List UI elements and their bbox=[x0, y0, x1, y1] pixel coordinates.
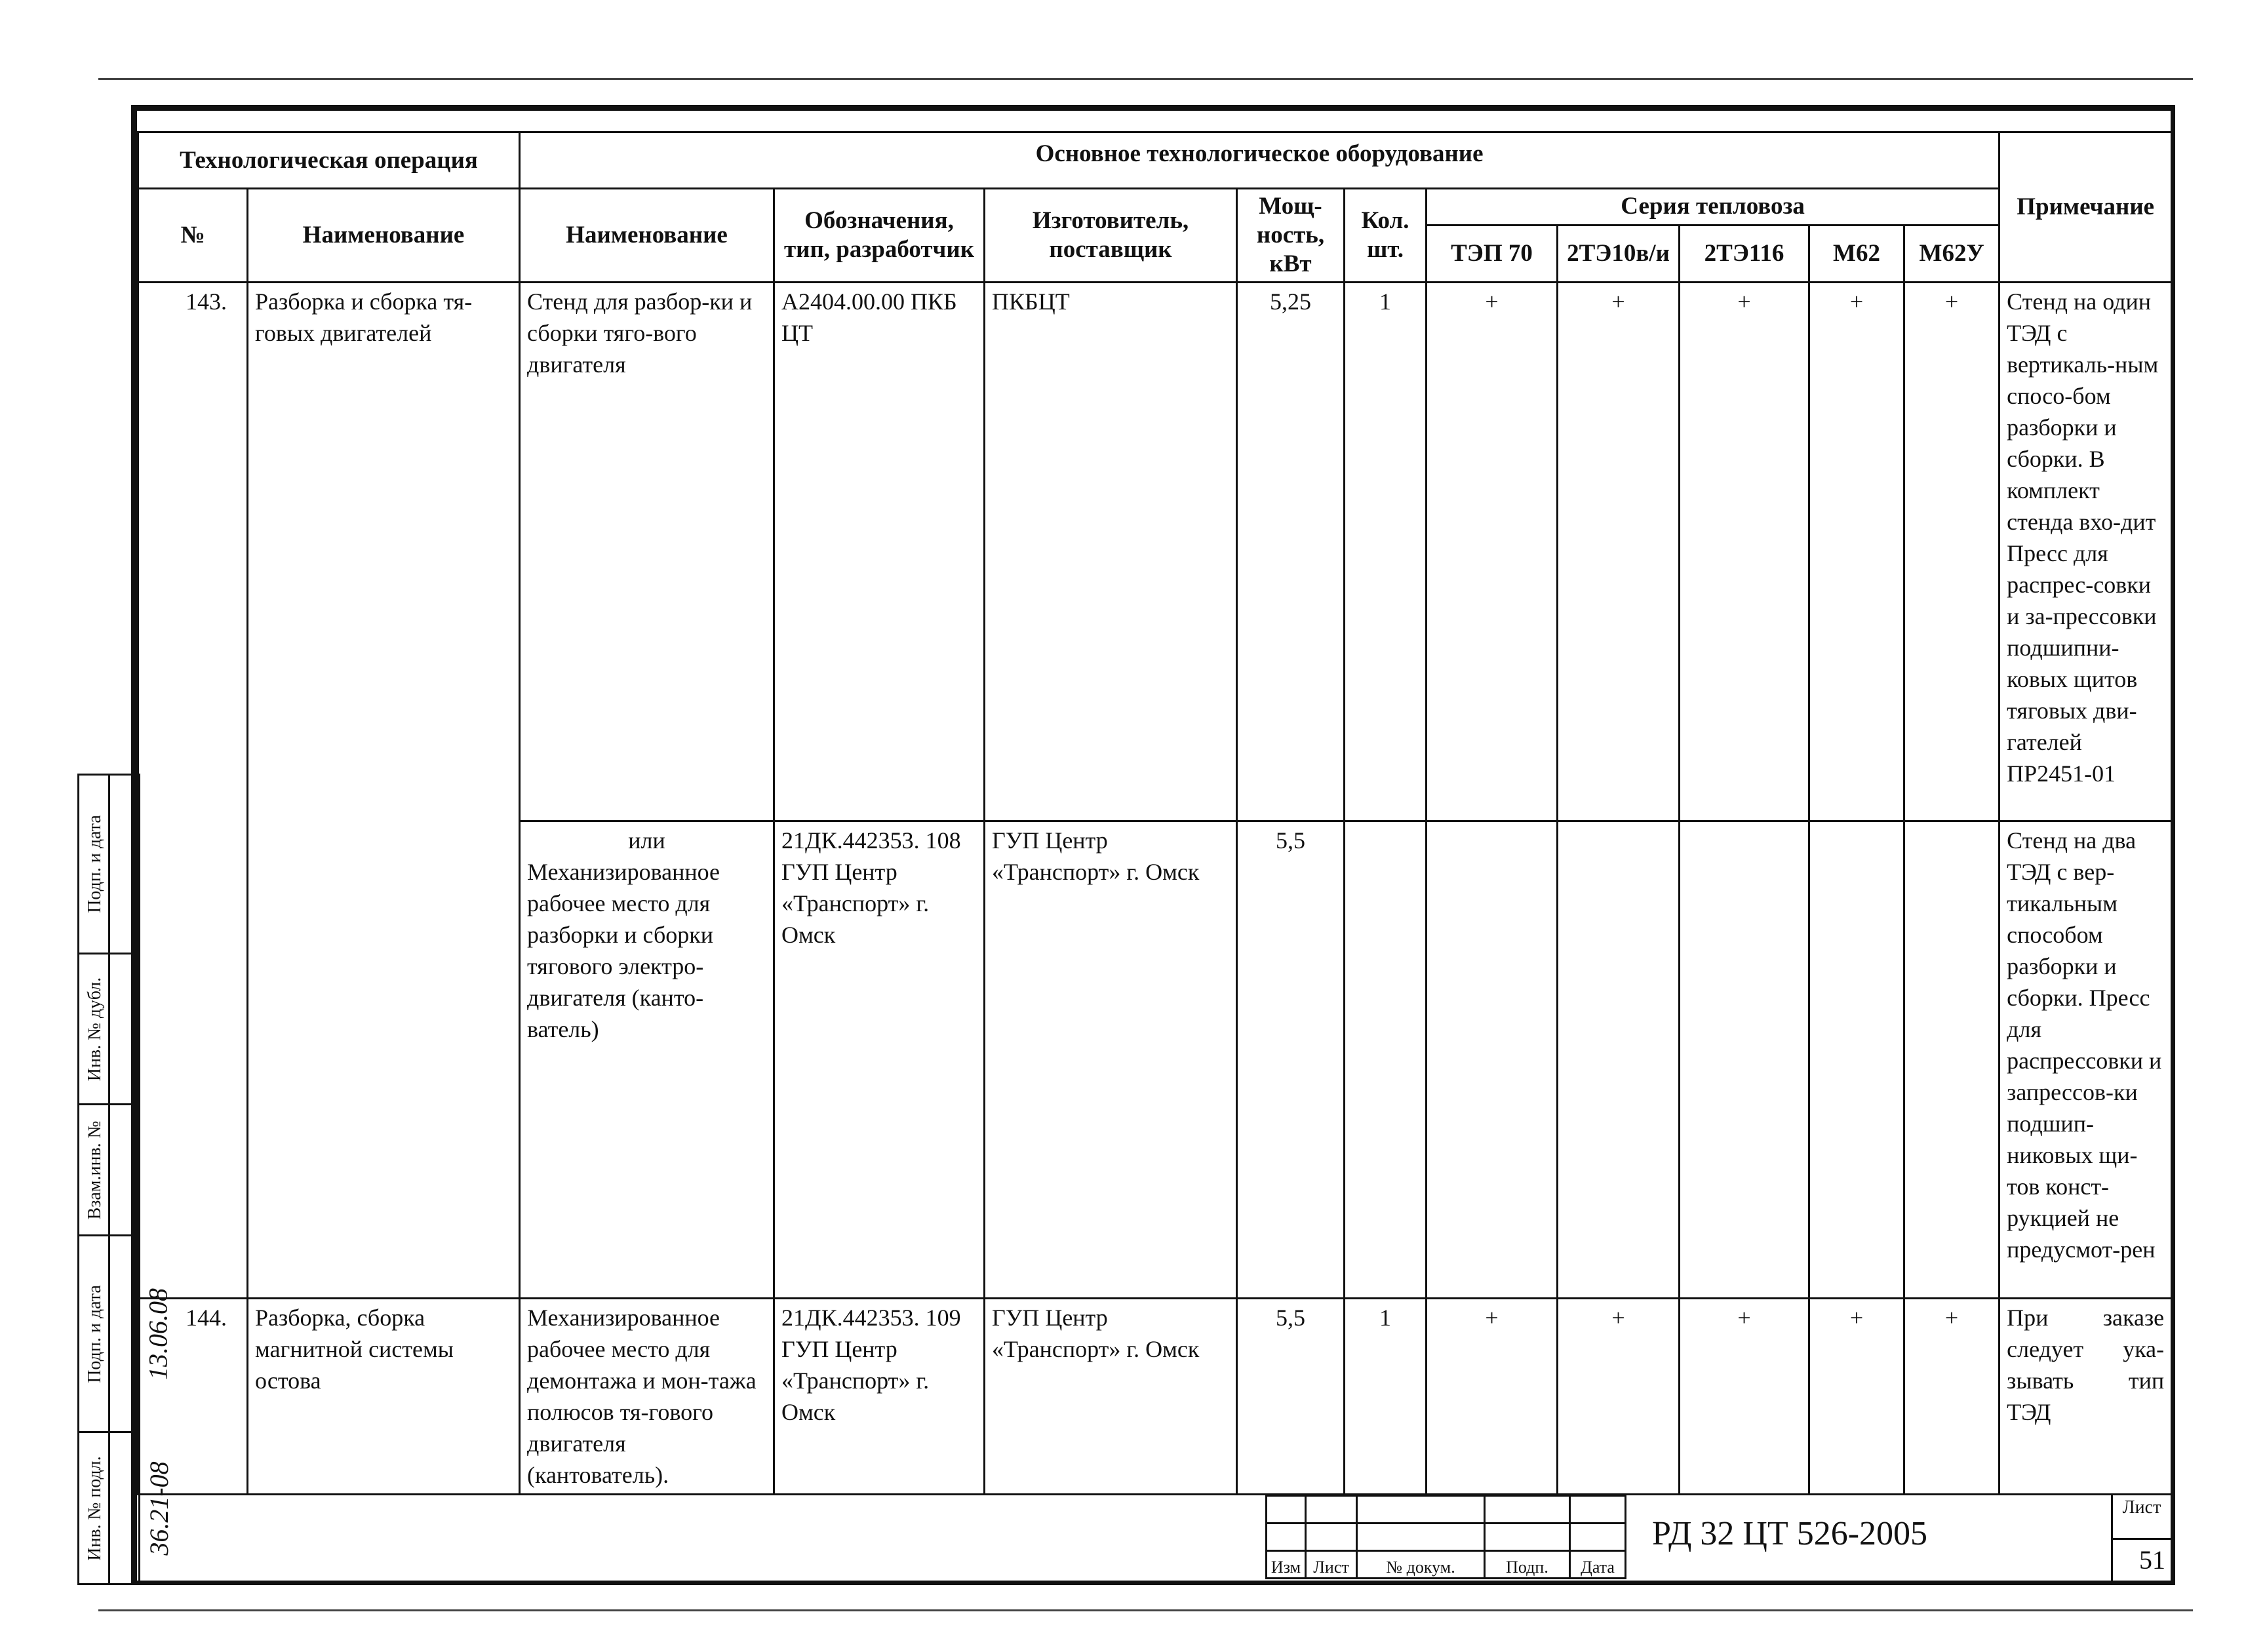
table-row bbox=[138, 283, 2172, 821]
maker: ПКБЦТ bbox=[985, 283, 1237, 821]
title-label: Изм bbox=[1267, 1551, 1306, 1579]
sheet-label: Лист bbox=[2122, 1497, 2161, 1518]
note: Стенд на один ТЭД с вертикаль-ным спосо-бом разборки и сборки. В комплект стенда вхо-дит Пресс для распрес-совки и за-прессовки подшипни-ковых щитов тяговых дви-гателей ПР2451-01 bbox=[1999, 283, 2172, 821]
top-rule bbox=[98, 78, 2193, 80]
header-col-op-name: Наименование bbox=[248, 189, 520, 283]
series-mark: + bbox=[1427, 283, 1558, 821]
equipment-table bbox=[137, 131, 2173, 1495]
designation: 21ДК.442353. 108 ГУП Центр «Транспорт» г. Омск bbox=[774, 821, 985, 1299]
revision-grid bbox=[1265, 1495, 1626, 1579]
designation: 21ДК.442353. 109 ГУП Центр «Транспорт» г. Омск bbox=[774, 1299, 985, 1495]
header-series-col: 2ТЭ116 bbox=[1680, 225, 1809, 282]
side-cell-replace-inv bbox=[77, 1103, 140, 1236]
sheet-box bbox=[2111, 1495, 2171, 1581]
title-block bbox=[1265, 1495, 2171, 1581]
bottom-rule bbox=[98, 1609, 2193, 1611]
side-label: Подп. и дата bbox=[85, 1284, 105, 1383]
power: 5,5 bbox=[1237, 821, 1345, 1299]
series-mark: + bbox=[1680, 1299, 1809, 1495]
header-series-col: ТЭП 70 bbox=[1427, 225, 1558, 282]
side-signature-date: 13.06.08 bbox=[143, 1288, 173, 1380]
header-note: Примечание bbox=[1999, 132, 2172, 283]
series-mark: + bbox=[1558, 283, 1680, 821]
side-cell-sign-date bbox=[77, 1234, 173, 1433]
operation-name: Разборка, сборка магнитной системы остова bbox=[248, 1299, 520, 1495]
power: 5,5 bbox=[1237, 1299, 1345, 1495]
header-series-col: М62У bbox=[1904, 225, 1999, 282]
note: При заказе следует ука-зывать тип ТЭД bbox=[1999, 1299, 2172, 1495]
header-col-maker: Изготовитель, поставщик bbox=[985, 189, 1237, 283]
equipment-alternative-prefix: или bbox=[628, 827, 665, 854]
series-mark: + bbox=[1904, 283, 1999, 821]
header-tech-op: Технологическая операция bbox=[138, 132, 520, 189]
quantity: 1 bbox=[1345, 283, 1427, 821]
series-mark: + bbox=[1680, 283, 1809, 821]
side-label: Взам.инв. № bbox=[85, 1120, 105, 1219]
header-series-col: М62 bbox=[1809, 225, 1904, 282]
series-mark: + bbox=[1809, 283, 1904, 821]
header-series-col: 2ТЭ10в/и bbox=[1558, 225, 1680, 282]
series-mark bbox=[1904, 821, 1999, 1299]
series-mark: + bbox=[1809, 1299, 1904, 1495]
header-col-eq-name: Наименование bbox=[520, 189, 774, 283]
series-mark bbox=[1558, 821, 1680, 1299]
row-number: 144. bbox=[138, 1299, 248, 1495]
header-col-designation: Обозначения, тип, разработчик bbox=[774, 189, 985, 283]
header-main-equipment: Основное технологическое оборудование bbox=[520, 132, 1999, 189]
series-mark bbox=[1427, 821, 1558, 1299]
equipment-name: Механизированное рабочее место для разборки и сборки тягового электро-двигателя (канто-ватель) bbox=[527, 859, 720, 1042]
quantity bbox=[1345, 821, 1427, 1299]
header-col-no: № bbox=[138, 189, 248, 283]
series-mark: + bbox=[1427, 1299, 1558, 1495]
sheet-number: 51 bbox=[2113, 1538, 2171, 1579]
operation-name: Разборка и сборка тя-говых двигателей bbox=[248, 283, 520, 1299]
side-signature-inv: 36.21-08 bbox=[144, 1461, 174, 1556]
side-label: Подп. и дата bbox=[85, 815, 105, 913]
side-cell-inv-orig bbox=[77, 1431, 174, 1585]
side-stamp bbox=[77, 774, 174, 1585]
header-series: Серия тепловоза bbox=[1427, 189, 1999, 226]
header-col-power: Мощ-ность, кВт bbox=[1237, 189, 1345, 283]
series-mark: + bbox=[1558, 1299, 1680, 1495]
series-mark bbox=[1809, 821, 1904, 1299]
series-mark bbox=[1680, 821, 1809, 1299]
table-row bbox=[138, 1299, 2172, 1495]
side-label: Инв. № подл. bbox=[85, 1455, 105, 1561]
header-col-qty: Кол. шт. bbox=[1345, 189, 1427, 283]
power: 5,25 bbox=[1237, 283, 1345, 821]
side-cell-inv-dup bbox=[77, 953, 140, 1105]
title-label: Лист bbox=[1306, 1551, 1357, 1579]
designation: А2404.00.00 ПКБ ЦТ bbox=[774, 283, 985, 821]
title-label: Подп. bbox=[1485, 1551, 1570, 1579]
side-label: Инв. № дубл. bbox=[85, 977, 105, 1081]
equipment-name: Механизированное рабочее место для демонтажа и мон-тажа полюсов тя-гового двигателя (кантователь). bbox=[520, 1299, 774, 1495]
document-number: РД 32 ЦТ 526-2005 bbox=[1651, 1515, 1928, 1552]
title-label: № докум. bbox=[1357, 1551, 1485, 1579]
series-mark: + bbox=[1904, 1299, 1999, 1495]
quantity: 1 bbox=[1345, 1299, 1427, 1495]
note: Стенд на два ТЭД с вер-тикальным способом разборки и сборки. Пресс для распрессовки и запрессов-ки подшип-никовых щи-тов конст-рукцией не предусмот-рен bbox=[1999, 821, 2172, 1299]
row-number: 143. bbox=[138, 283, 248, 1299]
equipment-name-cell bbox=[520, 821, 774, 1299]
equipment-name: Стенд для разбор-ки и сборки тяго-вого двигателя bbox=[520, 283, 774, 821]
maker: ГУП Центр «Транспорт» г. Омск bbox=[985, 1299, 1237, 1495]
title-label: Дата bbox=[1570, 1551, 1626, 1579]
side-cell-sign-date-2 bbox=[77, 774, 140, 954]
maker: ГУП Центр «Транспорт» г. Омск bbox=[985, 821, 1237, 1299]
